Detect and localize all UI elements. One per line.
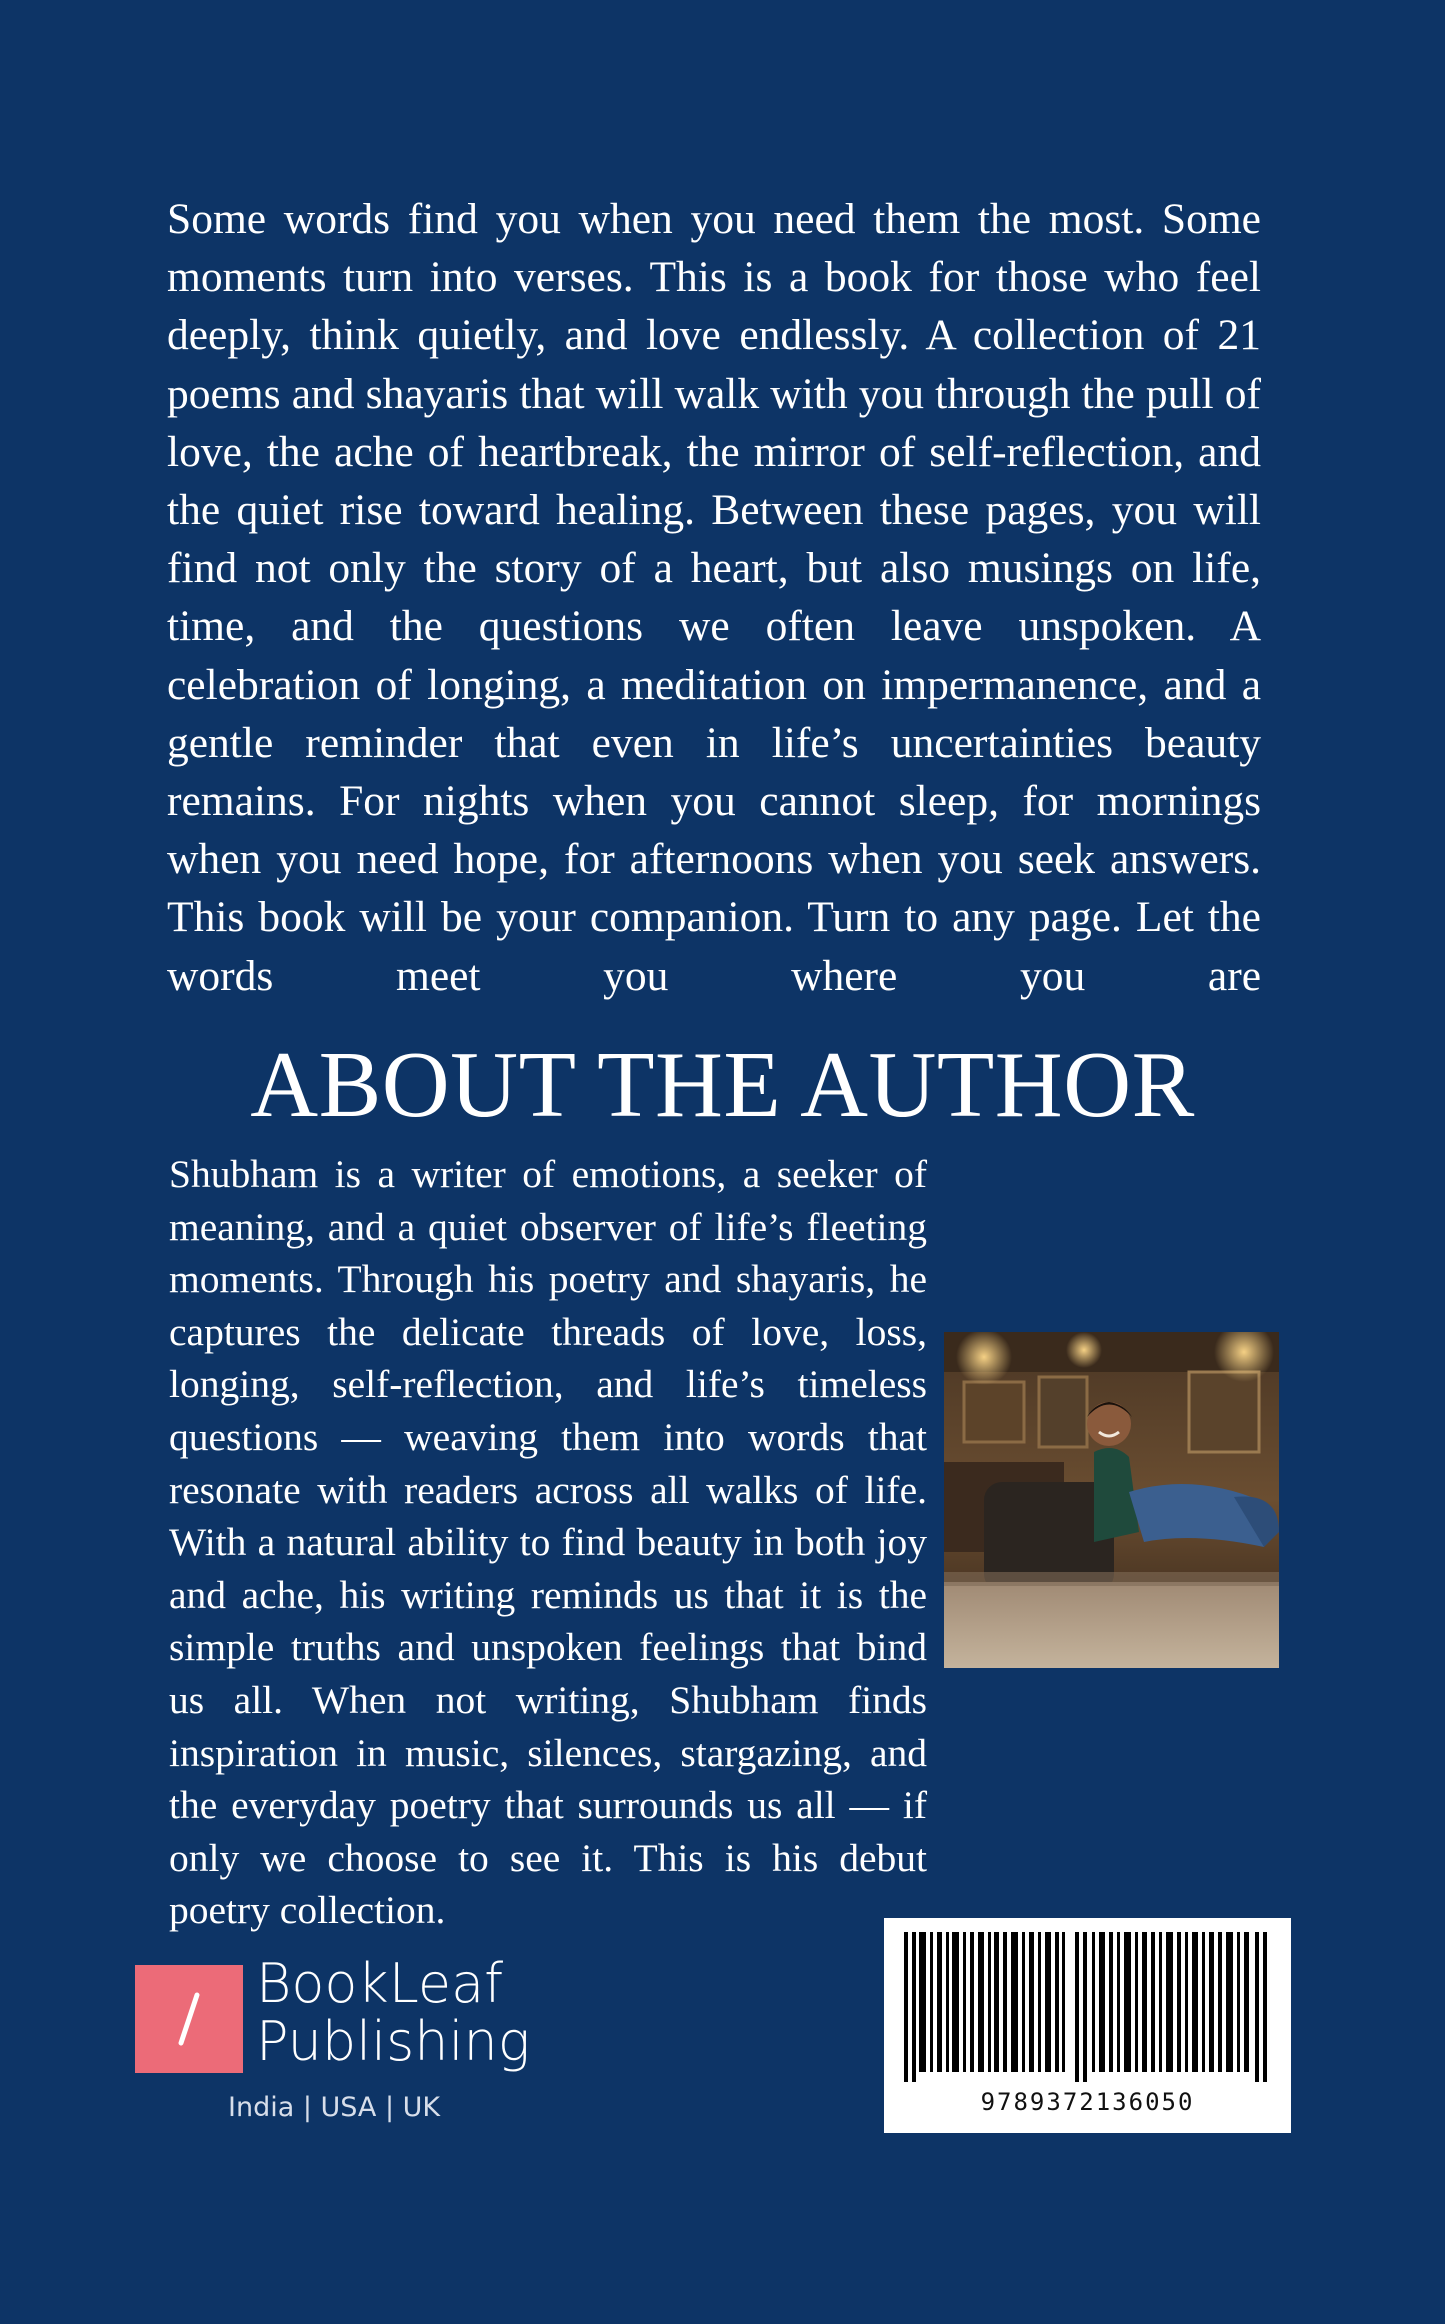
publisher-name	[256, 1952, 531, 2073]
author-photo	[944, 1332, 1279, 1668]
isbn-barcode	[884, 1918, 1291, 2133]
publisher-name-line1: BookLeaf	[256, 1952, 504, 2015]
publisher-regions: India | USA | UK	[228, 2092, 441, 2123]
isbn-number: 9789372136050	[980, 2088, 1195, 2116]
book-blurb: Some words find you when you need them the most. Some moments turn into verses. This is a book for those who feel deeply, think quietly, and love endlessly. A collection of 21 poems and shayaris that will walk with you through the pull of love, the ache of heartbreak, the mirror of self-reflection, and the quiet rise toward healing. Between these pages, you will find not only the story of a heart, but also musings on life, time, and the questions we often leave unspoken. A celebration of longing, a meditation on impermanence, and a gentle reminder that even in life’s uncertainties beauty remains. For nights when you cannot sleep, for mornings when you need hope, for afternoons when you seek answers. This book will be your companion. Turn to any page. Let the words meet you where you are	[167, 195, 1261, 1000]
publisher-logo-mark	[135, 1965, 243, 2073]
slash-icon	[135, 1965, 243, 2073]
barcode-bars	[904, 1932, 1269, 2082]
publisher-name-line2: Publishing	[256, 2010, 531, 2073]
about-author-heading: ABOUT THE AUTHOR	[250, 1033, 1195, 1137]
author-bio: Shubham is a writer of emotions, a seeker of meaning, and a quiet observer of life’s fleeting moments. Through his poetry and shayaris, he captures the delicate threads of love, loss, longing, self-reflection, and life’s timeless questions — weaving them into words that resonate with readers across all walks of life. With a natural ability to find beauty in both joy and ache, his writing reminds us that it is the simple truths and unspoken feelings that bind us all. When not writing, Shubham finds inspiration in music, silences, stargazing, and the everyday poetry that surrounds us all — if only we choose to see it. This is his debut poetry collection.	[169, 1152, 927, 1933]
